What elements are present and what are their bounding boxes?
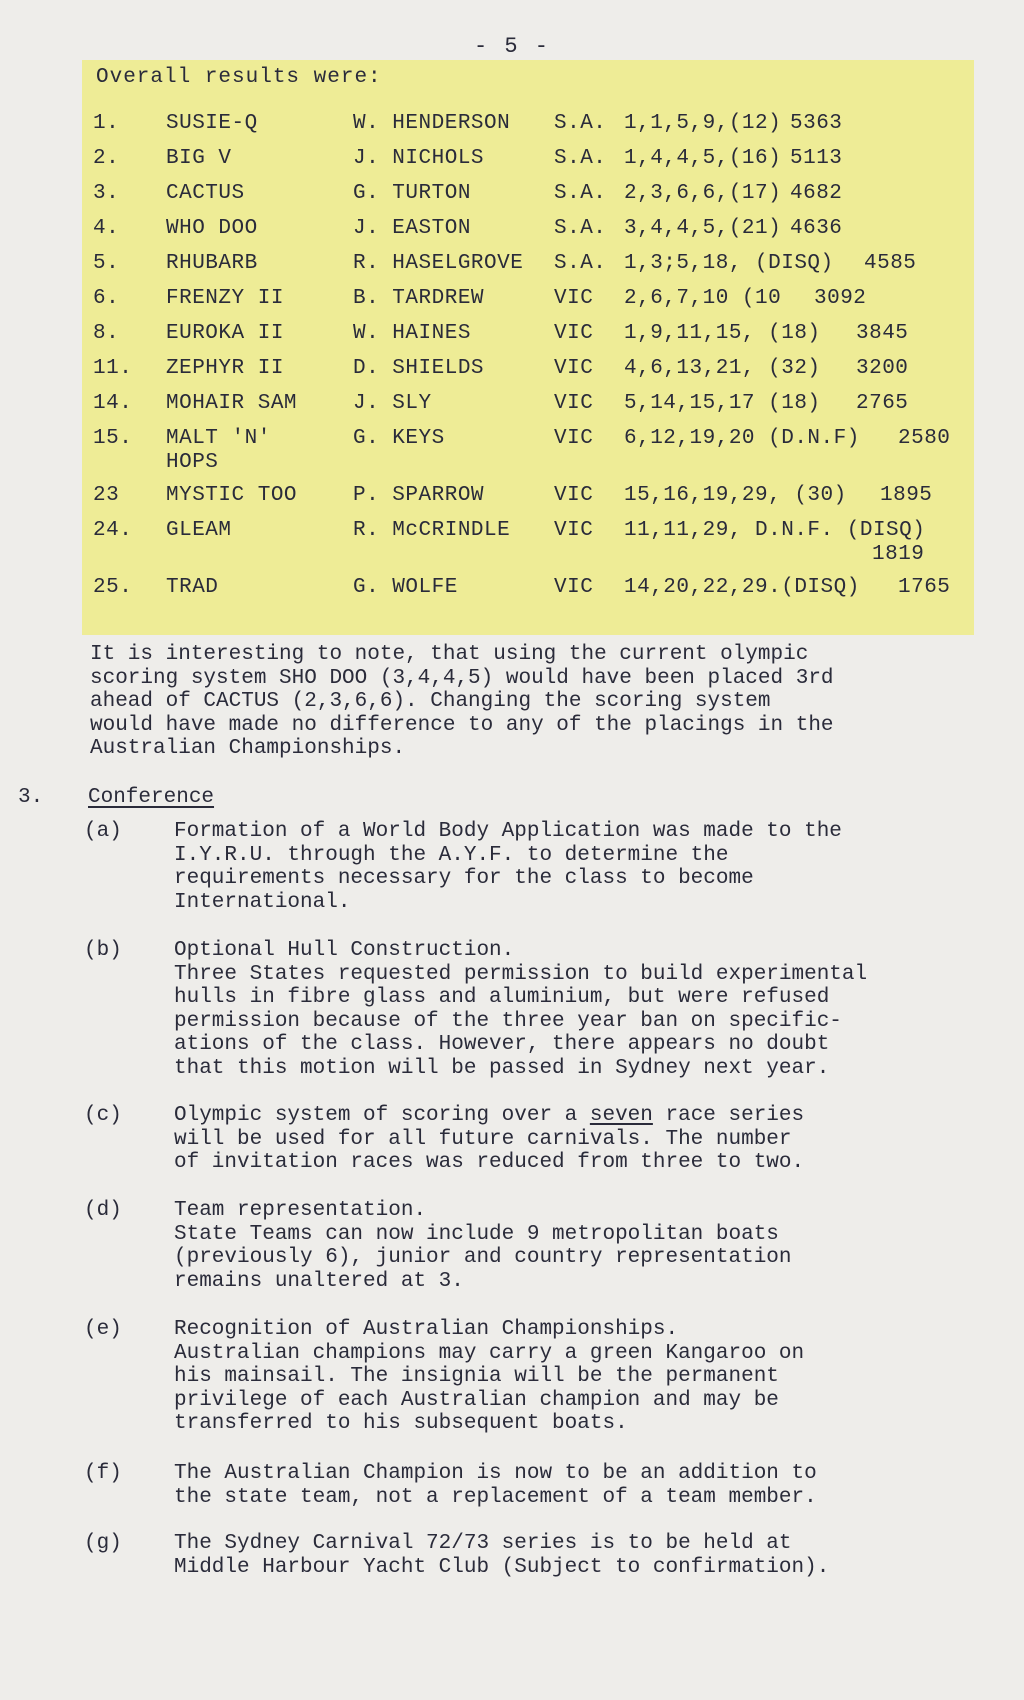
item-label: (a): [84, 820, 122, 843]
result-row: [90, 217, 970, 252]
result-position: 11.: [93, 357, 133, 380]
item-text: [174, 1104, 994, 1175]
result-races: 1,1,5,9,(12): [624, 112, 782, 135]
result-skipper: W. HAINES: [353, 322, 471, 345]
result-boat: FRENZY II: [166, 287, 284, 310]
result-state: VIC: [554, 519, 594, 542]
item-text-part: Olympic system of scoring over a: [174, 1104, 590, 1127]
result-row: [90, 576, 970, 611]
result-skipper: P. SPARROW: [353, 484, 485, 507]
result-score: 3092: [814, 287, 867, 310]
result-state: VIC: [554, 357, 594, 380]
result-row: [90, 112, 970, 147]
result-races: 6,12,19,20 (D.N.F): [624, 427, 860, 450]
result-score: 1819: [872, 543, 925, 566]
result-races: 2,3,6,6,(17): [624, 182, 782, 205]
result-score: 3845: [856, 322, 909, 345]
result-skipper: J. NICHOLS: [353, 147, 485, 170]
result-races: 1,4,4,5,(16): [624, 147, 782, 170]
result-boat: MOHAIR SAM: [166, 392, 298, 415]
result-score: 2580: [898, 427, 951, 450]
result-state: S.A.: [554, 182, 607, 205]
item-text: Formation of a World Body Application was made to the I.Y.R.U. through the A.Y.F. to determine the requirements necessary for the class to become International.: [174, 820, 842, 914]
result-position: 24.: [93, 519, 133, 542]
section-title: Conference: [88, 786, 215, 809]
results-table: [90, 112, 970, 611]
result-boat: BIG V: [166, 147, 232, 170]
result-score: 4585: [864, 252, 917, 275]
result-position: 25.: [93, 576, 133, 599]
result-boat: ZEPHYR II: [166, 357, 284, 380]
result-position: 15.: [93, 427, 133, 450]
results-intro: Overall results were:: [96, 66, 382, 89]
result-skipper: D. SHIELDS: [353, 357, 485, 380]
result-state: S.A.: [554, 217, 607, 240]
result-state: VIC: [554, 484, 594, 507]
result-races: 5,14,15,17 (18): [624, 392, 821, 415]
item-label: (b): [84, 939, 122, 962]
item-text: Optional Hull Construction. Three States requested permission to build experimental hulls in fibre glass and aluminium, but were refused permission because of the three year ban on specific- ations of the class. However, there appears no doubt that this motion will be passed in Sydney next year.: [174, 939, 868, 1080]
result-boat: EUROKA II: [166, 322, 284, 345]
result-skipper: J. EASTON: [353, 217, 471, 240]
item-label: (e): [84, 1318, 122, 1341]
result-races: 15,16,19,29, (30): [624, 484, 847, 507]
page-number: - 5 -: [473, 34, 550, 59]
result-score: 1895: [880, 484, 933, 507]
item-text: The Australian Champion is now to be an addition to the state team, not a replacement of a team member.: [174, 1462, 817, 1509]
item-label: (d): [84, 1199, 122, 1222]
result-races: 3,4,4,5,(21): [624, 217, 782, 240]
item-text-part: race series will be used for all future carnivals. The number of invitation races was reduced from three to two.: [174, 1104, 805, 1174]
result-boat: SUSIE-Q: [166, 112, 258, 135]
result-skipper: B. TARDREW: [353, 287, 485, 310]
result-skipper: R. McCRINDLE: [353, 519, 511, 542]
result-boat: WHO DOO: [166, 217, 258, 240]
result-row: [90, 519, 970, 576]
result-state: S.A.: [554, 147, 607, 170]
result-score: 4636: [790, 217, 843, 240]
result-position: 14.: [93, 392, 133, 415]
item-text: Team representation. State Teams can now include 9 metropolitan boats (previously 6), junior and country representation remains unaltered at 3.: [174, 1199, 792, 1293]
result-state: S.A.: [554, 112, 607, 135]
item-label: (f): [84, 1462, 122, 1485]
result-boat: MYSTIC TOO: [166, 484, 298, 507]
scoring-note: It is interesting to note, that using the current olympic scoring system SHO DOO (3,4,4,5) would have been placed 3rd ahead of CACTUS (2,3,6,6). Changing the scoring system would have made no difference to any of the placings in the Australian Championships.: [90, 643, 834, 760]
result-boat: MALT 'N' HOPS: [166, 427, 271, 474]
result-position: 6.: [93, 287, 120, 310]
result-races: 2,6,7,10 (10: [624, 287, 782, 310]
result-boat: TRAD: [166, 576, 219, 599]
item-text: The Sydney Carnival 72/73 series is to be held at Middle Harbour Yacht Club (Subject to confirmation).: [174, 1532, 830, 1579]
result-skipper: G. WOLFE: [353, 576, 458, 599]
result-skipper: G. TURTON: [353, 182, 471, 205]
result-row: [90, 357, 970, 392]
result-races: 14,20,22,29.(DISQ): [624, 576, 860, 599]
item-label: (c): [84, 1104, 122, 1127]
result-row: [90, 392, 970, 427]
result-position: 5.: [93, 252, 120, 275]
result-score: 2765: [856, 392, 909, 415]
result-skipper: G. KEYS: [353, 427, 445, 450]
result-boat: RHUBARB: [166, 252, 258, 275]
result-row: [90, 322, 970, 357]
result-position: 1.: [93, 112, 120, 135]
result-position: 3.: [93, 182, 120, 205]
result-score: 4682: [790, 182, 843, 205]
result-position: 4.: [93, 217, 120, 240]
section-number: 3.: [18, 786, 44, 809]
result-row: [90, 182, 970, 217]
result-score: 5113: [790, 147, 843, 170]
result-skipper: R. HASELGROVE: [353, 252, 524, 275]
result-position: 2.: [93, 147, 120, 170]
result-state: VIC: [554, 392, 594, 415]
result-row: [90, 427, 970, 484]
result-row: [90, 287, 970, 322]
result-races: 11,11,29, D.N.F. (DISQ): [624, 519, 926, 542]
result-boat: CACTUS: [166, 182, 245, 205]
item-text: Recognition of Australian Championships. Australian champions may carry a green Kangaroo on his mainsail. The insignia will be the permanent privilege of each Australian champion and may be transferred to his subsequent boats.: [174, 1318, 805, 1435]
result-boat: GLEAM: [166, 519, 232, 542]
item-label: (g): [84, 1532, 122, 1555]
result-score: 5363: [790, 112, 843, 135]
result-position: 8.: [93, 322, 120, 345]
result-state: VIC: [554, 287, 594, 310]
result-skipper: J. SLY: [353, 392, 432, 415]
result-position: 23: [93, 484, 120, 507]
result-races: 1,3;5,18, (DISQ): [624, 252, 834, 275]
result-score: 3200: [856, 357, 909, 380]
result-state: VIC: [554, 427, 594, 450]
result-state: VIC: [554, 576, 594, 599]
result-row: [90, 484, 970, 519]
result-races: 4,6,13,21, (32): [624, 357, 821, 380]
result-state: S.A.: [554, 252, 607, 275]
item-text-underlined: seven: [589, 1104, 653, 1127]
result-row: [90, 147, 970, 182]
result-skipper: W. HENDERSON: [353, 112, 511, 135]
result-score: 1765: [898, 576, 951, 599]
result-row: [90, 252, 970, 287]
result-races: 1,9,11,15, (18): [624, 322, 821, 345]
result-state: VIC: [554, 322, 594, 345]
